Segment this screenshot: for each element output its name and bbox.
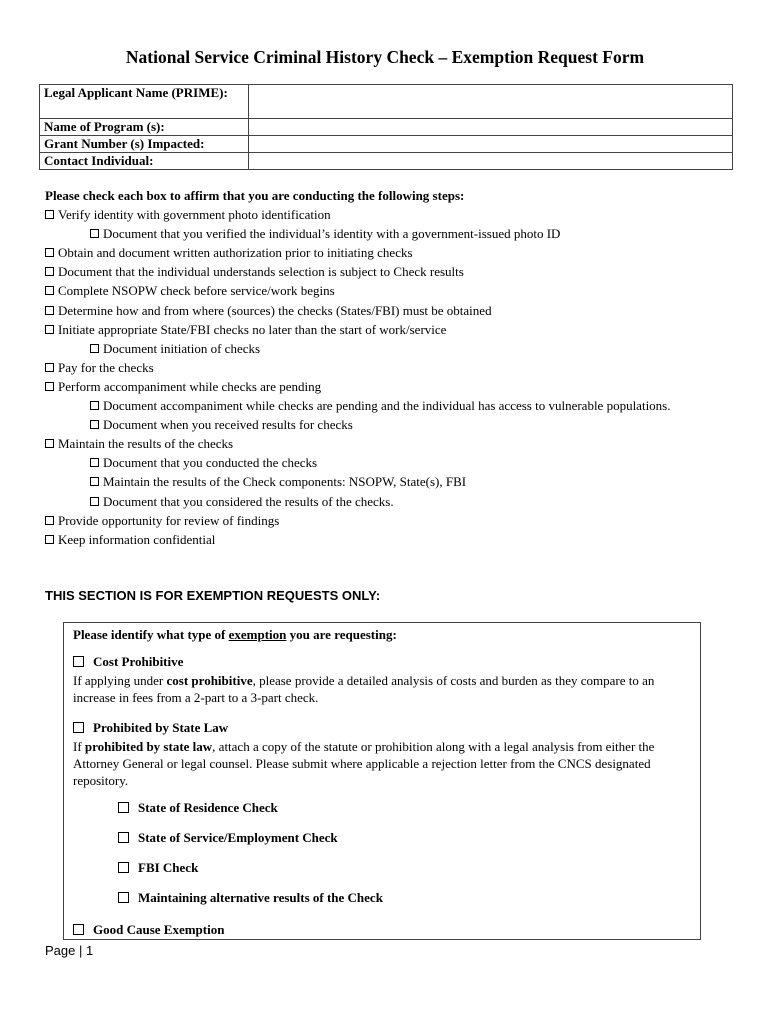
grant-number-field[interactable] (249, 136, 733, 153)
cost-prohibitive-instructions: If applying under cost prohibitive, please provide a detailed analysis of costs and burden as they compare to an increase in fees from a 2-part to a 3-part check. (73, 673, 655, 705)
exemption-request-box (63, 622, 701, 940)
checkbox[interactable] (45, 248, 54, 257)
legal-applicant-field[interactable] (249, 85, 733, 119)
state-residence-checkbox[interactable] (118, 802, 129, 813)
checkbox[interactable] (45, 363, 54, 372)
checkbox[interactable] (90, 497, 99, 506)
page-title: National Service Criminal History Check – Exemption Request Form (125, 47, 645, 67)
checklist-item: Pay for the checks (45, 358, 735, 377)
checkbox[interactable] (90, 229, 99, 238)
page-number: Page | 1 (45, 943, 94, 958)
checkbox[interactable] (45, 286, 54, 295)
program-name-field[interactable] (249, 119, 733, 136)
cost-prohibitive-option: Cost Prohibitive (73, 653, 691, 670)
legal-applicant-label: Legal Applicant Name (PRIME): (40, 85, 249, 119)
alternative-results-checkbox[interactable] (118, 892, 129, 903)
grant-number-label: Grant Number (s) Impacted: (40, 136, 249, 153)
checklist-subitem: Maintain the results of the Check components: NSOPW, State(s), FBI (45, 472, 735, 491)
checkbox[interactable] (90, 401, 99, 410)
table-row (40, 119, 733, 136)
checklist-item: Verify identity with government photo identification (45, 205, 735, 224)
cost-prohibitive-checkbox[interactable] (73, 656, 84, 667)
state-service-option: State of Service/Employment Check (73, 829, 691, 846)
checklist-item: Provide opportunity for review of findings (45, 511, 735, 530)
checklist-item: Complete NSOPW check before service/work begins (45, 281, 735, 300)
applicant-info-table (39, 84, 733, 170)
checklist-item: Determine how and from where (sources) the checks (States/FBI) must be obtained (45, 301, 735, 320)
steps-heading: Please check each box to affirm that you are conducting the following steps: (45, 188, 465, 203)
exemption-question: Please identify what type of exemption you are requesting: (73, 627, 397, 642)
checklist-subitem: Document that you verified the individual’s identity with a government-issued photo ID (45, 224, 735, 243)
steps-checklist (45, 186, 735, 549)
checkbox[interactable] (90, 344, 99, 353)
contact-individual-label: Contact Individual: (40, 153, 249, 170)
checklist-subitem: Document that you considered the results of the checks. (45, 492, 735, 511)
checkbox[interactable] (45, 382, 54, 391)
good-cause-option: Good Cause Exemption (73, 921, 691, 938)
checklist-item: Initiate appropriate State/FBI checks no later than the start of work/service (45, 320, 735, 339)
alternative-results-option: Maintaining alternative results of the Check (73, 889, 691, 906)
state-residence-option: State of Residence Check (73, 799, 691, 816)
checklist-item: Obtain and document written authorization prior to initiating checks (45, 243, 735, 262)
checkbox[interactable] (90, 458, 99, 467)
state-law-instructions: If prohibited by state law, attach a copy of the statute or prohibition along with a legal analysis from either the Attorney General or legal counsel. Please submit where applicable a rejection letter from the CNCS designated repository. (73, 739, 655, 788)
checklist-item: Keep information confidential (45, 530, 735, 549)
checkbox[interactable] (45, 325, 54, 334)
checklist-subitem: Document when you received results for checks (45, 415, 735, 434)
checklist-item: Perform accompaniment while checks are pending (45, 377, 735, 396)
exemption-section-heading: THIS SECTION IS FOR EXEMPTION REQUESTS ONLY: (45, 588, 381, 603)
fbi-check-checkbox[interactable] (118, 862, 129, 873)
checklist-subitem: Document accompaniment while checks are pending and the individual has access to vulnerable populations. (45, 396, 690, 415)
checkbox[interactable] (45, 306, 54, 315)
checklist-subitem: Document that you conducted the checks (45, 453, 735, 472)
checkbox[interactable] (45, 535, 54, 544)
checkbox[interactable] (45, 210, 54, 219)
table-row (40, 136, 733, 153)
checkbox[interactable] (45, 267, 54, 276)
checkbox[interactable] (45, 439, 54, 448)
table-row (40, 153, 733, 170)
table-row (40, 85, 733, 119)
checkbox[interactable] (90, 420, 99, 429)
checkbox[interactable] (90, 477, 99, 486)
state-service-checkbox[interactable] (118, 832, 129, 843)
good-cause-checkbox[interactable] (73, 924, 84, 935)
checklist-item: Maintain the results of the checks (45, 434, 735, 453)
checklist-item: Document that the individual understands selection is subject to Check results (45, 262, 735, 281)
program-name-label: Name of Program (s): (40, 119, 249, 136)
checkbox[interactable] (45, 516, 54, 525)
state-law-option: Prohibited by State Law (73, 719, 691, 736)
checklist-subitem: Document initiation of checks (45, 339, 735, 358)
fbi-check-option: FBI Check (73, 859, 691, 876)
contact-individual-field[interactable] (249, 153, 733, 170)
state-law-checkbox[interactable] (73, 722, 84, 733)
